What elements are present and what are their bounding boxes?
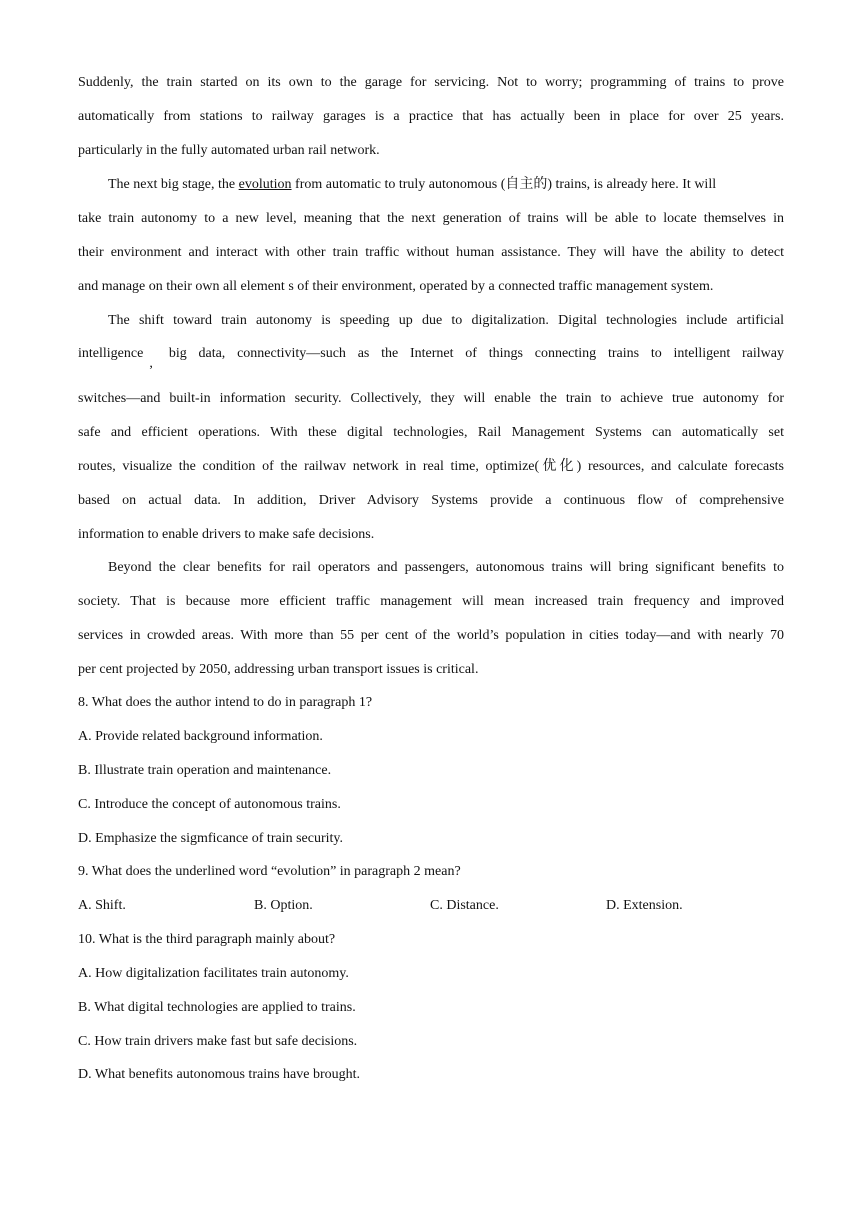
- question-9-stem: 9. What does the underlined word “evolution” in paragraph 2 mean?: [78, 864, 461, 879]
- p2-line1-text: The next big stage, the evolution from automatic to truly autonomous (自主的) trains, is already here. It will: [108, 177, 717, 192]
- paragraph-3-line-4: safe and efficient operations. With these digital technologies, Rail Management Systems can automatically set: [78, 425, 784, 440]
- paragraph-3-line-6: based on actual data. In addition, Driver Advisory Systems provide a continuous flow of comprehensive: [78, 493, 784, 508]
- question-9-options-row: [78, 899, 784, 915]
- paragraph-3-line-3: switches—and built-in information security. Collectively, they will enable the train to achieve true autonomy for: [78, 391, 784, 406]
- paragraph-4-line-1: Beyond the clear benefits for rail operators and passengers, autonomous trains will bring significant benefits to: [108, 560, 784, 575]
- paragraph-4-line-4: per cent projected by 2050, addressing urban transport issues is critical.: [78, 662, 479, 677]
- question-10-option-a: A. How digitalization facilitates train autonomy.: [78, 966, 349, 981]
- paragraph-1-line-2: automatically from stations to railway garages is a practice that has actually been in place for over 25 years.: [78, 109, 784, 124]
- p3-word-intelligence: intelligence: [78, 346, 144, 361]
- question-9-option-a: A. Shift.: [78, 898, 126, 913]
- question-10-option-b: B. What digital technologies are applied to trains.: [78, 1000, 356, 1015]
- question-8-stem: 8. What does the author intend to do in paragraph 1?: [78, 695, 373, 710]
- paragraph-3-line-1: The shift toward train autonomy is speeding up due to digitalization. Digital technologies include artificial: [108, 313, 784, 328]
- paragraph-1-line-1: Suddenly, the train started on its own to the garage for servicing. Not to worry; programming of trains to prove: [78, 75, 784, 90]
- question-9-option-b: B. Option.: [254, 898, 313, 913]
- question-8-option-a: A. Provide related background information.: [78, 729, 323, 744]
- paragraph-1-line-3: particularly in the fully automated urban rail network.: [78, 143, 380, 158]
- paragraph-4-line-2: society. That is because more efficient traffic management will mean increased train frequency and improved: [78, 594, 784, 609]
- underlined-word-evolution: evolution: [238, 177, 292, 192]
- question-10-stem: 10. What is the third paragraph mainly about?: [78, 932, 336, 947]
- question-8-option-c: C. Introduce the concept of autonomous trains.: [78, 797, 341, 812]
- paragraph-2-line-4: and manage on their own all element s of their environment, operated by a connected traffic management system.: [78, 279, 714, 294]
- question-10-option-d: D. What benefits autonomous trains have brought.: [78, 1067, 361, 1082]
- paragraph-2-line-1: [108, 178, 784, 192]
- question-10-option-c: C. How train drivers make fast but safe decisions.: [78, 1034, 358, 1049]
- paragraph-2-line-2: take train autonomy to a new level, meaning that the next generation of trains will be able to locate themselves in: [78, 211, 784, 226]
- question-8-option-b: B. Illustrate train operation and maintenance.: [78, 763, 332, 778]
- p3-line2-rest: big data, connectivity—such as the Internet of things connecting trains to intelligent railway: [168, 346, 784, 361]
- paragraph-3-line-5: routes, visualize the condition of the railwav network in real time, optimize(优化) resources, and calculate forecasts: [78, 459, 784, 474]
- question-9-option-c: C. Distance.: [430, 898, 499, 913]
- paragraph-4-line-3: services in crowded areas. With more than 55 per cent of the world’s population in cities today—and with nearly 70: [78, 628, 784, 643]
- p3-low-comma: ,: [149, 356, 153, 371]
- paragraph-3-line-2: [78, 346, 784, 371]
- paragraph-2-line-3: their environment and interact with other train traffic without human assistance. They will have the ability to detect: [78, 245, 784, 260]
- question-9-option-d: D. Extension.: [606, 898, 683, 913]
- paragraph-3-line-7: information to enable drivers to make safe decisions.: [78, 527, 375, 542]
- question-8-option-d: D. Emphasize the sigmficance of train security.: [78, 831, 343, 846]
